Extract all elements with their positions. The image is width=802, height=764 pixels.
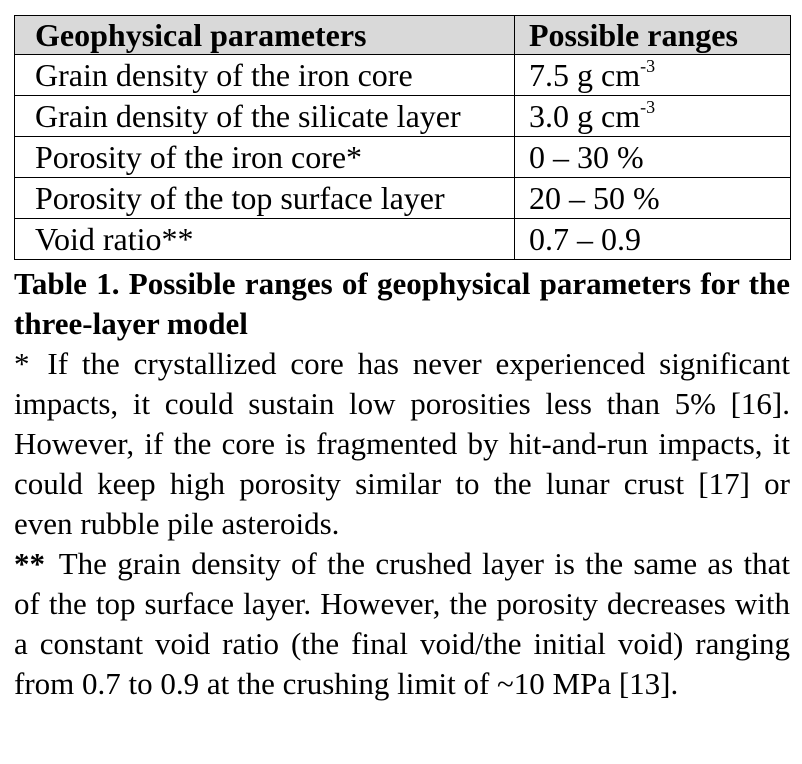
range-value: 0 – 30 % bbox=[529, 139, 644, 175]
range-cell bbox=[515, 96, 791, 137]
header-ranges: Possible ranges bbox=[515, 16, 791, 55]
range-value: 20 – 50 % bbox=[529, 180, 660, 216]
parameter-cell: Void ratio** bbox=[15, 219, 515, 260]
footnote-text: If the crystallized core has never experienced significant impacts, it could sustain low porosities less than 5% [16]. However, if the core is fragmented by hit-and-run impacts, it could keep high porosity similar to the lunar crust [17] or even rubble pile asteroids. bbox=[14, 346, 790, 541]
footnote-mark: * bbox=[14, 346, 30, 381]
table-row bbox=[15, 219, 791, 260]
parameter-cell: Grain density of the silicate layer bbox=[15, 96, 515, 137]
range-cell bbox=[515, 219, 791, 260]
footnote-double-star bbox=[14, 544, 790, 704]
range-value: 7.5 g cm bbox=[529, 57, 641, 93]
parameter-cell: Grain density of the iron core bbox=[15, 55, 515, 96]
parameter-cell: Porosity of the top surface layer bbox=[15, 178, 515, 219]
range-value: 0.7 – 0.9 bbox=[529, 221, 641, 257]
table-caption: Table 1. Possible ranges of geophysical parameters for the three-layer model bbox=[14, 266, 790, 341]
table-row bbox=[15, 96, 791, 137]
range-cell bbox=[515, 55, 791, 96]
document bbox=[14, 15, 790, 704]
footnote-single-star bbox=[14, 344, 790, 544]
table-header-row bbox=[15, 16, 791, 55]
range-value: 3.0 g cm bbox=[529, 98, 641, 134]
table-row bbox=[15, 55, 791, 96]
footnote-text: The grain density of the crushed layer is the same as that of the top surface layer. However, the porosity decreases with a constant void ratio (the final void/the initial void) ranging from 0.7 to 0.9 at the crushing limit of ~10 MPa [13]. bbox=[14, 546, 790, 701]
range-cell bbox=[515, 137, 791, 178]
parameters-table bbox=[14, 15, 791, 260]
range-cell bbox=[515, 178, 791, 219]
table-row bbox=[15, 178, 791, 219]
header-parameters: Geophysical parameters bbox=[15, 16, 515, 55]
table-row bbox=[15, 137, 791, 178]
parameter-cell: Porosity of the iron core* bbox=[15, 137, 515, 178]
footnote-mark: ** bbox=[14, 546, 45, 581]
range-exponent: -3 bbox=[640, 97, 656, 118]
range-exponent: -3 bbox=[640, 56, 656, 77]
